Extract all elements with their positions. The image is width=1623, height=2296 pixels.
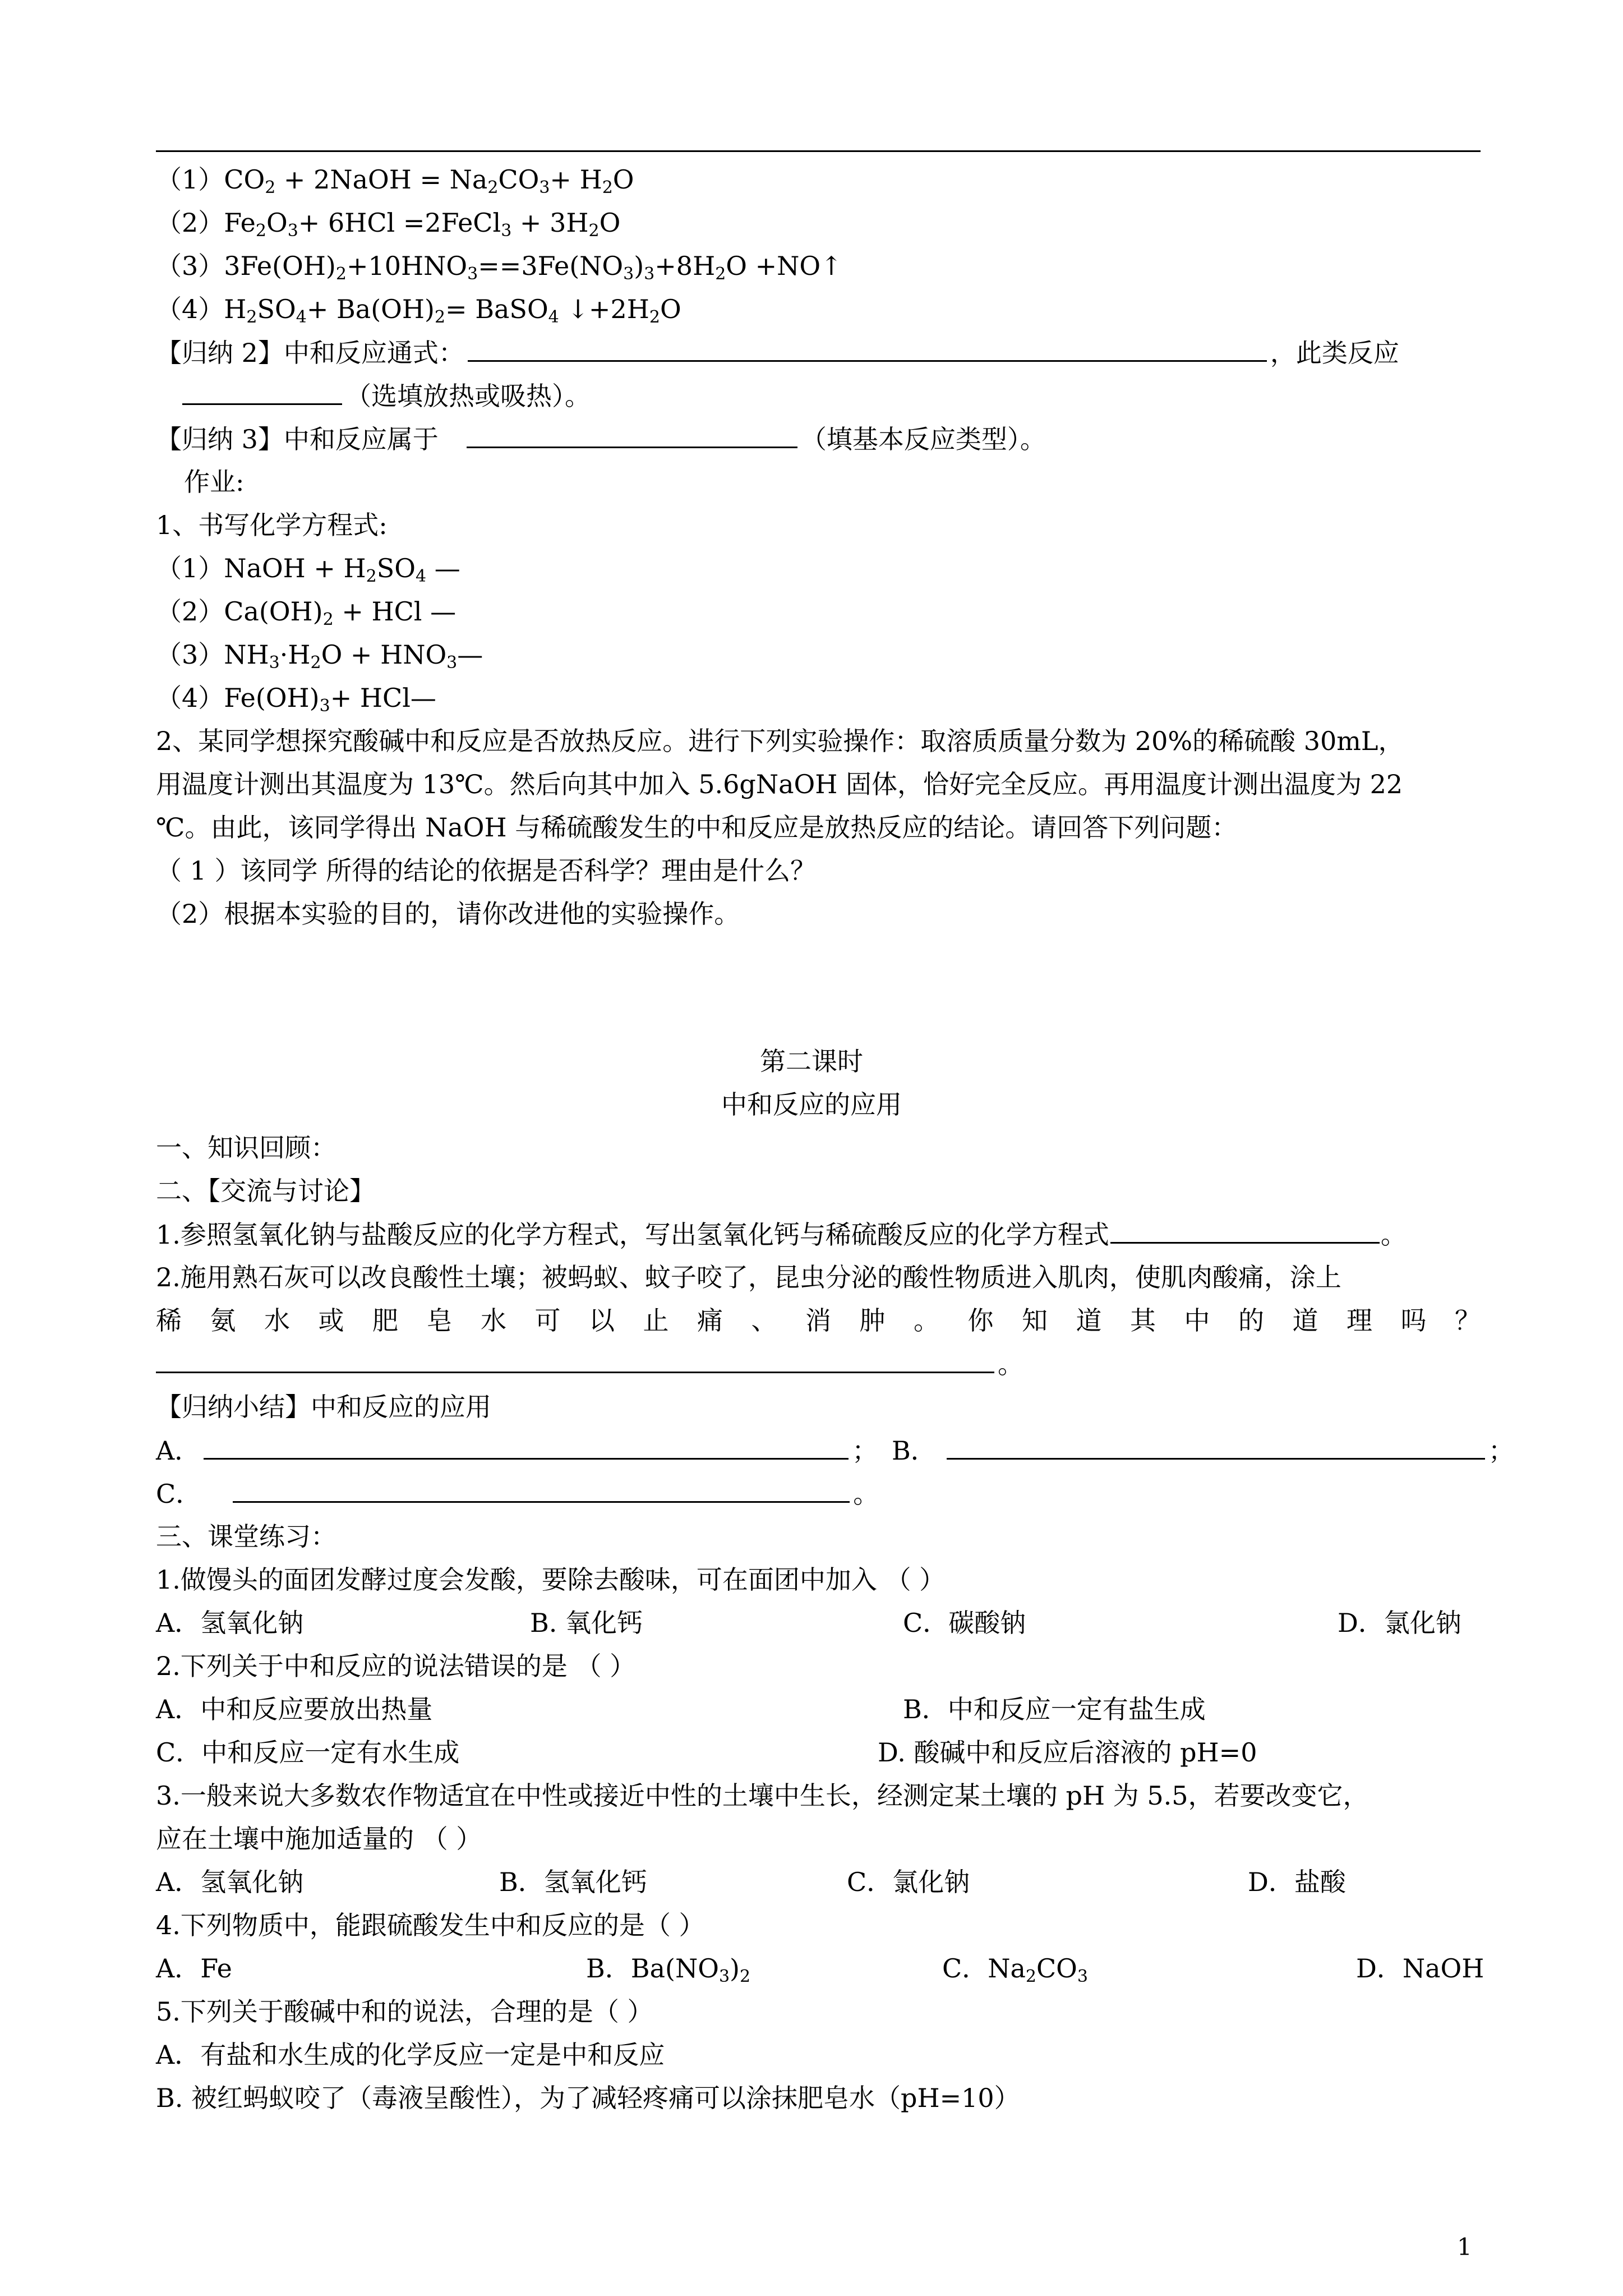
equation-2: $(2)Fe_2O_3+ 6HCl$ =2FeCl$_3$ + $3H_2O$ (156, 208, 621, 241)
homework-2-question-1: （ 1 ）该同学 所得的结论的依据是否科学？理由是什么？ (156, 855, 817, 886)
question-3-option-b[interactable]: B．氢氧化钙 (499, 1867, 647, 1897)
summary-item-b: B． ； (892, 1433, 1514, 1467)
question-4-option-a[interactable]: A．Fe (156, 1953, 232, 1984)
answer-blank[interactable] (156, 1347, 994, 1373)
question-3-stem-2: 应在土壤中施加适量的 （ ） (156, 1824, 482, 1854)
equation-3: $(3)3Fe(OH)_2+10HNO_3==3Fe(NO_3)_3+8H_2O$ +NO↑ (156, 251, 842, 284)
header-rule (156, 150, 1481, 152)
question-4-stem: 4.下列物质中，能跟硫酸发生中和反应的是（ ） (156, 1910, 705, 1940)
question-5-option-b[interactable]: B. 被红蚂蚁咬了（毒液呈酸性），为了减轻疼痛可以涂抹肥皂水（pH=10） (156, 2083, 1020, 2113)
summary-2-line: 【归纳 2】中和反应通式： ，此类反应 (156, 335, 1399, 369)
question-5-option-a[interactable]: A．有盐和水生成的化学反应一定是中和反应 (156, 2040, 665, 2070)
summary-item-a: A． ； (156, 1433, 878, 1467)
discussion-item-2-line-1: 2.施用熟石灰可以改良酸性土壤；被蚂蚁、蚊子咬了，昆虫分泌的酸性物质进入肌肉，使肌肉酸痛，涂上 (156, 1262, 1341, 1292)
homework-1-title: 1、书写化学方程式: (156, 510, 388, 540)
answer-blank[interactable] (467, 422, 797, 448)
homework-1-item-1: （1）NaOH + $H_2SO_4$ — (156, 553, 460, 586)
question-2-stem: 2.下列关于中和反应的说法错误的是 （ ） (156, 1651, 636, 1681)
question-1-option-c[interactable]: C．碳酸钠 (903, 1608, 1026, 1638)
page-number: 1 (1457, 2233, 1472, 2261)
equation-1: $(1)CO_2$ + 2NaOH = $Na_2CO_3+ H_2O$ (156, 164, 634, 197)
discussion-item-2-line-3: 。 (156, 1347, 1023, 1381)
question-2-option-a[interactable]: A．中和反应要放出热量 (156, 1694, 433, 1724)
question-1-option-a[interactable]: A．氢氧化钠 (156, 1608, 304, 1638)
question-3-option-d[interactable]: D．盐酸 (1248, 1867, 1346, 1897)
question-2-option-d[interactable]: D. 酸碱中和反应后溶液的 pH=0 (878, 1737, 1257, 1768)
answer-blank[interactable] (182, 379, 342, 405)
question-4-option-b[interactable]: B．$Ba(NO_3)_2$ (586, 1953, 751, 1986)
summary-item-c: C． 。 (156, 1476, 879, 1510)
question-2-option-c[interactable]: C．中和反应一定有水生成 (156, 1737, 460, 1768)
homework-2-question-2: （2）根据本实验的目的，请你改进他的实验操作。 (156, 899, 740, 929)
summary-heading: 【归纳小结】中和反应的应用 (156, 1392, 491, 1422)
lesson-label: 第二课时 (760, 1046, 863, 1076)
homework-2-line-2: 用温度计测出其温度为 13℃。然后向其中加入 5.6gNaOH 固体，恰好完全反应。再用温度计测出温度为 22 (156, 769, 1403, 799)
question-5-stem: 5.下列关于酸碱中和的说法，合理的是（ ） (156, 1996, 653, 2027)
homework-2-line-3: ℃。由此，该同学得出 NaOH 与稀硫酸发生的中和反应是放热反应的结论。请回答下列问题： (156, 812, 1238, 843)
homework-1-item-3: $(3)NH_3\cdot H_2O$ + $HNO_3—$ (156, 639, 483, 673)
answer-blank[interactable] (947, 1433, 1485, 1460)
discussion-item-2-line-2: 稀 氨 水 或 肥 皂 水 可 以 止 痛 、 消 肿 。 你 知 道 其 中 的 道 理 吗 ？ (156, 1305, 1481, 1336)
homework-1-item-2: $(2)Ca(OH)_2$ + HCl — (156, 596, 457, 629)
practice-heading: 三、课堂练习： (156, 1521, 336, 1552)
question-1-stem: 1.做馒头的面团发酵过度会发酸，要除去酸味，可在面团中加入 （ ） (156, 1565, 946, 1595)
answer-blank[interactable] (233, 1476, 850, 1503)
discussion-item-1: 1.参照氢氧化钠与盐酸反应的化学方程式，写出氢氧化钙与稀硫酸反应的化学方程式 。 (156, 1217, 1407, 1251)
homework-2-line-1: 2、某同学想探究酸碱中和反应是否放热反应。进行下列实验操作：取溶质质量分数为 20%的稀硫酸 30mL， (156, 726, 1404, 756)
summary-2-line-2: （选填放热或吸热）。 (182, 379, 591, 412)
summary-3-line: 【归纳 3】中和反应属于 （填基本反应类型）。 (156, 422, 1046, 455)
answer-blank[interactable] (468, 335, 1267, 362)
question-1-option-d[interactable]: D．氯化钠 (1338, 1608, 1461, 1638)
question-2-option-b[interactable]: B．中和反应一定有盐生成 (903, 1694, 1206, 1724)
answer-blank[interactable] (204, 1433, 849, 1460)
question-3-option-c[interactable]: C．氯化钠 (847, 1867, 970, 1897)
question-3-option-a[interactable]: A．氢氧化钠 (156, 1867, 304, 1897)
question-1-option-b[interactable]: B. 氧化钙 (530, 1608, 643, 1638)
question-4-option-d[interactable]: D．NaOH (1356, 1953, 1484, 1984)
knowledge-review-heading: 一、知识回顾： (156, 1133, 336, 1163)
equation-4: $(4)H_2SO_4+ Ba(OH)_2=$ BaSO$_4$ $↓+2H_2O$ (156, 294, 681, 327)
homework-title: 作业: (184, 467, 245, 497)
question-3-stem: 3.一般来说大多数农作物适宜在中性或接近中性的土壤中生长，经测定某土壤的 pH 为 5.5，若要改变它， (156, 1780, 1369, 1811)
discussion-heading: 二、【交流与讨论】 (156, 1176, 375, 1206)
lesson-title: 中和反应的应用 (721, 1089, 902, 1120)
homework-1-item-4: $(4)Fe(OH)_3+$ HCl— (156, 683, 436, 716)
question-4-option-c[interactable]: C．$Na_2CO_3$ (942, 1953, 1088, 1986)
answer-blank[interactable] (1110, 1217, 1380, 1244)
